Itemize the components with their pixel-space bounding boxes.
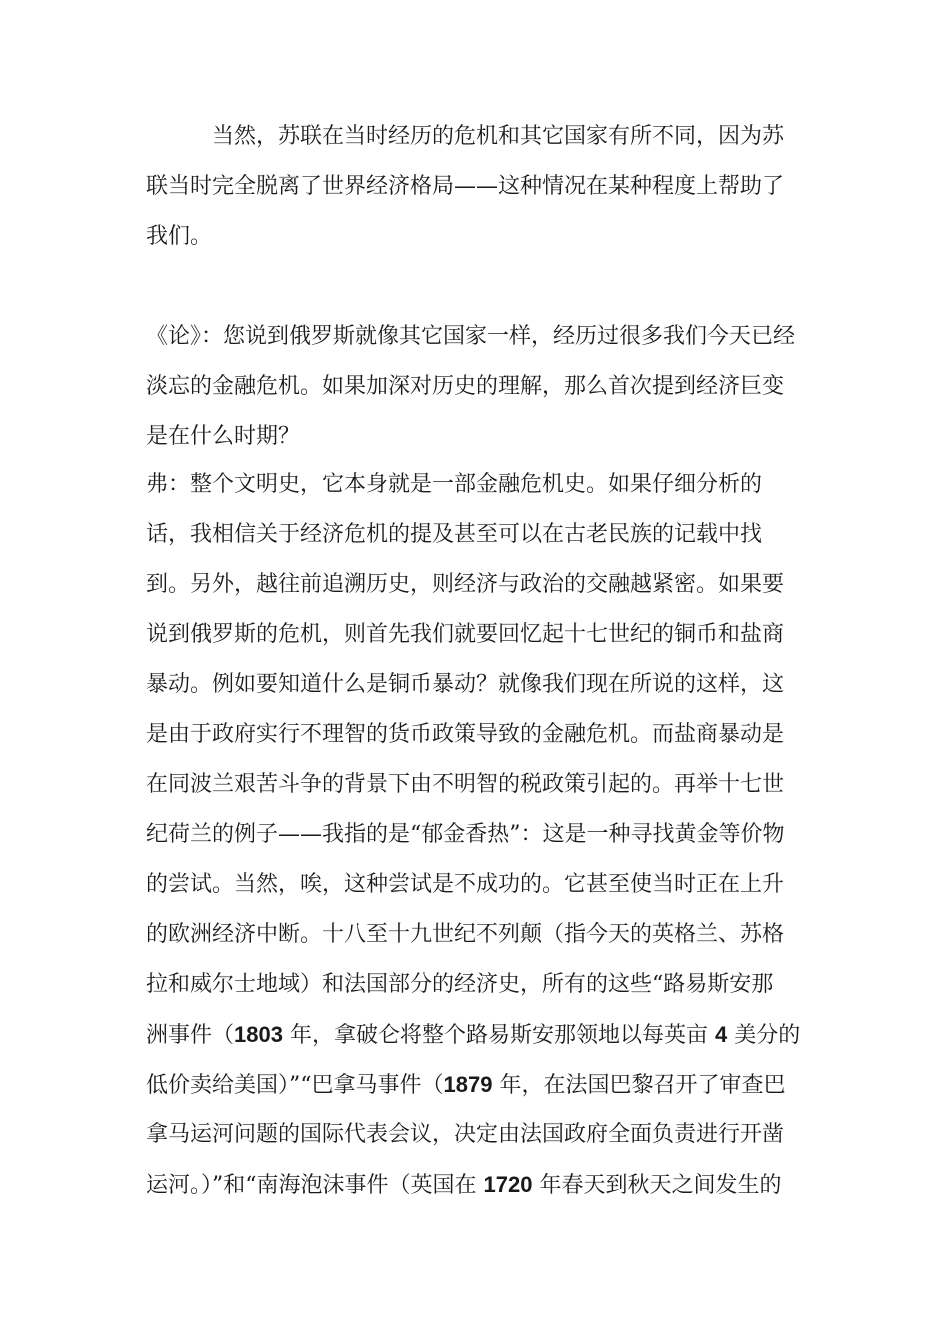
number-text: 4 xyxy=(714,1022,728,1047)
text-line: 话，我相信关于经济危机的提及甚至可以在古老民族的记载中找 xyxy=(146,522,763,547)
text-line: 拿马运河问题的国际代表会议，决定由法国政府全面负责进行开凿 xyxy=(146,1122,785,1147)
text-line: 说到俄罗斯的危机，则首先我们就要回忆起十七世纪的铜币和盐商 xyxy=(146,622,785,647)
text-line: 纪荷兰的例子——我指的是“郁金香热”：这是一种寻找黄金等价物 xyxy=(146,822,785,847)
text-line: 《论》：您说到俄罗斯就像其它国家一样，经历过很多我们今天已经 xyxy=(146,324,796,349)
text-line: 淡忘的金融危机。如果加深对历史的理解，那么首次提到经济巨变 xyxy=(146,374,785,399)
text-line: 低价卖给美国）”“巴拿马事件（1879 年，在法国巴黎召开了审查巴 xyxy=(146,1072,786,1098)
text-line: 洲事件（1803 年，拿破仑将整个路易斯安那领地以每英亩 4 美分的 xyxy=(146,1022,801,1048)
text-line: 是由于政府实行不理智的货币政策导致的金融危机。而盐商暴动是 xyxy=(146,722,785,747)
number-text: 1720 xyxy=(483,1172,533,1197)
text-line: 暴动。例如要知道什么是铜币暴动？就像我们现在所说的这样，这 xyxy=(146,672,785,697)
text-line: 在同波兰艰苦斗争的背景下由不明智的税政策引起的。再举十七世 xyxy=(146,772,785,797)
text-line: 到。另外，越往前追溯历史，则经济与政治的交融越紧密。如果要 xyxy=(146,572,785,597)
number-text: 1879 xyxy=(443,1072,493,1097)
text-line: 的尝试。当然，唉，这种尝试是不成功的。它甚至使当时正在上升 xyxy=(146,872,785,897)
text-line: 弗：整个文明史，它本身就是一部金融危机史。如果仔细分析的 xyxy=(146,472,763,497)
text-line: 的欧洲经济中断。十八至十九世纪不列颠（指今天的英格兰、苏格 xyxy=(146,922,785,947)
text-line: 当然，苏联在当时经历的危机和其它国家有所不同，因为苏 xyxy=(146,124,785,149)
text-line: 是在什么时期？ xyxy=(146,424,301,449)
text-line: 联当时完全脱离了世界经济格局——这种情况在某种程度上帮助了 xyxy=(146,174,785,199)
text-line: 运河。）”和“南海泡沫事件（英国在 1720 年春天到秋天之间发生的 xyxy=(146,1172,782,1198)
text-line: 拉和威尔士地域）和法国部分的经济史，所有的这些“路易斯安那 xyxy=(146,972,774,997)
text-line: 我们。 xyxy=(146,224,213,249)
number-text: 1803 xyxy=(234,1022,283,1047)
